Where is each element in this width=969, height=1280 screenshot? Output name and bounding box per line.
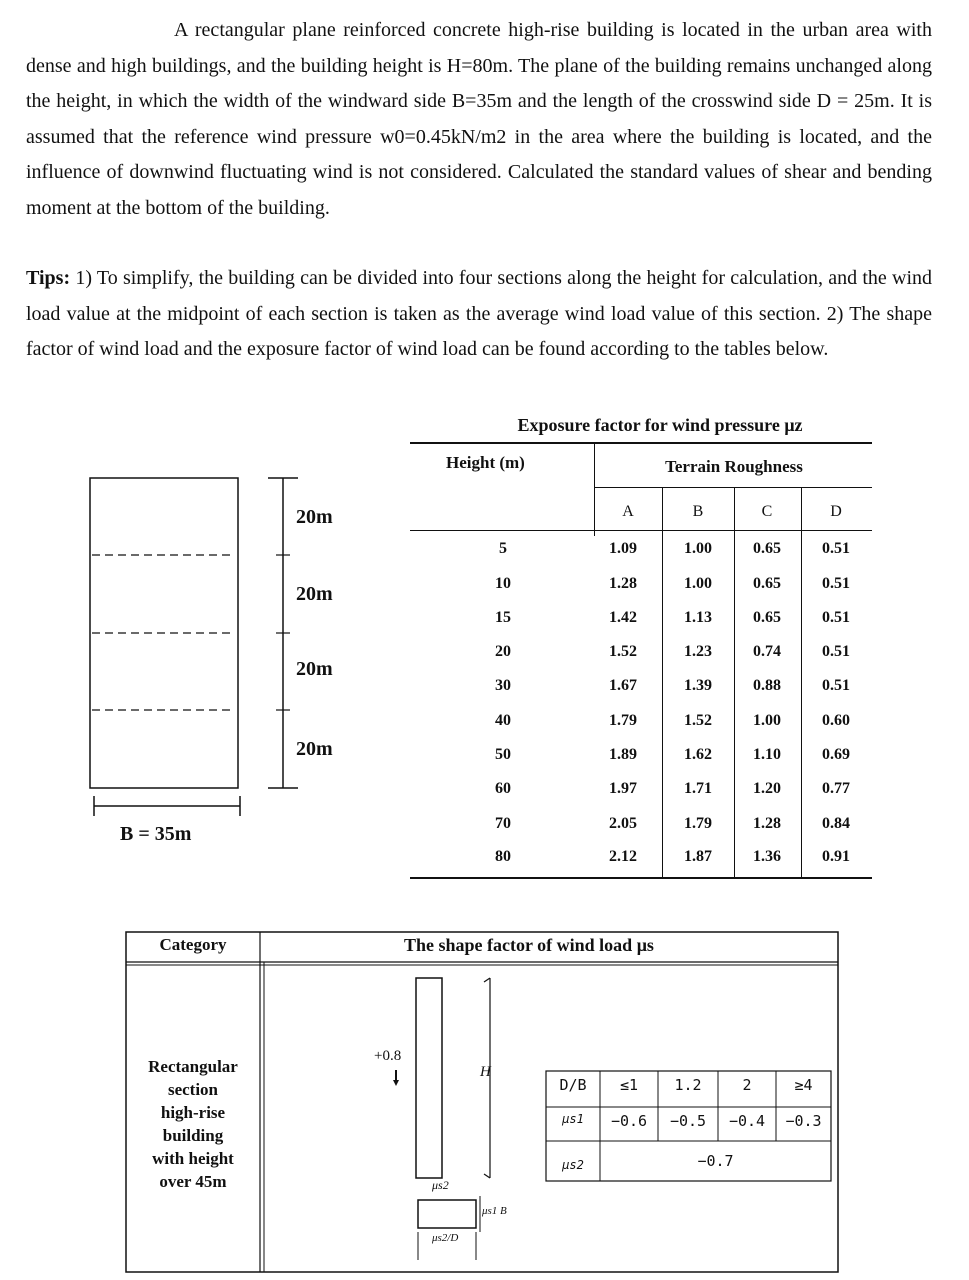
mu-s2-value: −0.7: [697, 1152, 734, 1170]
mu-s1-value: −0.3: [785, 1112, 822, 1130]
section-height-2: 20m: [296, 583, 333, 605]
problem-statement: A rectangular plane reinforced concrete high-rise building is located in the urban area with dense and high buildings, and the building height is H=80m. The plane of the building remains unchanged along the height, in which the width of the windward side B=35m and the length of the crosswind side D = 25m. It is assumed that the reference wind pressure w0=0.45kN/m2 in the area where the building is located, and the influence of downwind fluctuating wind is not considered. Calculated the standard values of shear and bending moment at the bottom of the building.: [26, 19, 932, 219]
mu-s1-value: −0.6: [610, 1112, 648, 1130]
exposure-table-title: Exposure factor for wind pressure μz: [517, 415, 803, 435]
mu-s1-label: μs1: [562, 1112, 584, 1126]
shape-table-title: The shape factor of wind load μs: [404, 935, 654, 955]
terrain-roughness-header: Terrain Roughness: [665, 457, 803, 476]
mu-s1-value: −0.4: [728, 1112, 766, 1130]
db-header: D/B: [559, 1076, 587, 1094]
tips-label: Tips:: [26, 267, 71, 289]
windward-coefficient: +0.8: [374, 1048, 402, 1064]
category-header: Category: [159, 935, 227, 954]
column-header-a: A: [622, 503, 634, 520]
db-value: 1.2: [674, 1076, 702, 1094]
column-header-b: B: [692, 503, 704, 520]
height-header: Height (m): [446, 453, 525, 472]
height-symbol: H: [480, 1064, 491, 1080]
section-height-3: 20m: [296, 658, 333, 680]
mu-s2-label: μs2: [562, 1158, 584, 1172]
mu-s2-d-label: μs2/D: [432, 1232, 459, 1244]
tips-paragraph: [26, 261, 932, 368]
mu-s1-value: −0.5: [669, 1112, 707, 1130]
mu-s1-b-label: μs1 B: [482, 1205, 507, 1217]
category-description: Rectangular section high-rise building with height over 45m: [148, 1057, 238, 1191]
mu-s2-label-elevation: μs2: [432, 1178, 449, 1192]
db-value: ≤1: [619, 1076, 639, 1094]
section-height-4: 20m: [296, 738, 333, 760]
section-height-1: 20m: [296, 506, 333, 528]
db-value: 2: [742, 1076, 752, 1094]
width-label: B = 35m: [120, 823, 192, 845]
column-header-d: D: [830, 503, 842, 520]
tips-text: 1) To simplify, the building can be divided into four sections along the height for calculation, and the wind load value at the midpoint of each section is taken as the average wind load value of this section. 2) The shape factor of wind load and the exposure factor of wind load can be found according to the tables below.: [26, 267, 933, 360]
building-elevation-diagram: [80, 470, 310, 830]
db-value: ≥4: [794, 1076, 813, 1094]
column-header-c: C: [761, 503, 773, 520]
